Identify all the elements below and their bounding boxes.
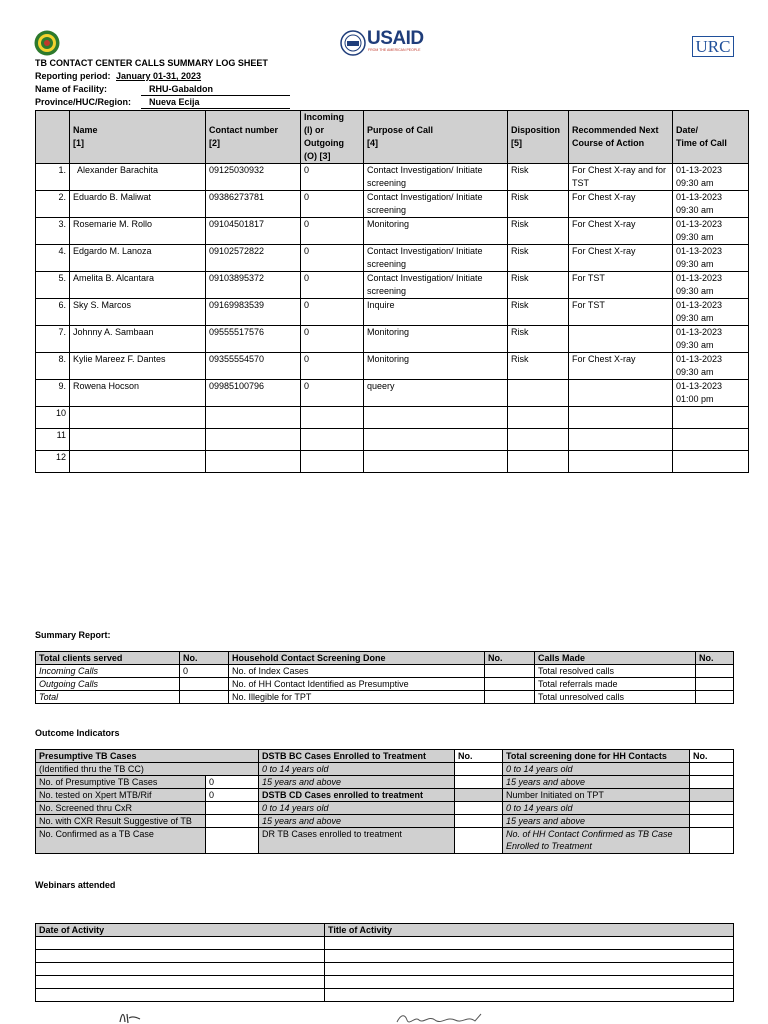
- presumptive-subtitle: (Identified thru the TB CC): [36, 763, 259, 776]
- log-contact-cell: 09555517576: [206, 326, 301, 353]
- log-empty-cell: [673, 451, 749, 473]
- log-io-cell: 0: [301, 353, 364, 380]
- presumptive-head: [36, 750, 259, 763]
- tpt-0-14-label: 0 to 14 years old: [503, 802, 690, 815]
- log-row-number: 2.: [36, 191, 70, 218]
- dstb-bc-0-14-value: [455, 763, 503, 776]
- table-row: [36, 789, 259, 802]
- log-row-number: 10: [36, 407, 70, 429]
- webinar-date-cell: [36, 963, 325, 976]
- illegible-tpt-value: [485, 691, 535, 704]
- facility-value-text: RHU-Gabaldon: [149, 84, 213, 94]
- hh-screening-total-table: [502, 749, 734, 854]
- log-col-purpose: Purpose of Call [4]: [364, 111, 508, 164]
- log-row-number: 3.: [36, 218, 70, 245]
- page-title: TB CONTACT CENTER CALLS SUMMARY LOG SHEET: [35, 58, 268, 68]
- log-empty-cell: [206, 407, 301, 429]
- table-row: [535, 665, 734, 678]
- log-empty-cell: [301, 407, 364, 429]
- table-row: [503, 763, 734, 776]
- total-clients-title: Total clients served: [36, 652, 180, 665]
- log-header-row: [36, 111, 749, 164]
- tpt-0-14-value: [690, 802, 734, 815]
- calls-made-head: [535, 652, 734, 665]
- cxr-suggestive-label: No. with CXR Result Suggestive of TB: [36, 815, 206, 828]
- log-contact-cell: 09386273781: [206, 191, 301, 218]
- table-row: [259, 802, 503, 815]
- usaid-wordmark: USAID: [367, 28, 424, 49]
- log-name-cell: Kylie Mareez F. Dantes: [70, 353, 206, 380]
- province-value-text: Nueva Ecija: [149, 97, 200, 107]
- outgoing-calls-label: Outgoing Calls: [36, 678, 180, 691]
- log-purpose-cell: Monitoring: [364, 326, 508, 353]
- log-contact-cell: 09169983539: [206, 299, 301, 326]
- hh-presumptive-label: No. of HH Contact Identified as Presumptive: [229, 678, 485, 691]
- presumptive-subhead: [36, 763, 259, 776]
- log-date-time-cell: 01-13-2023 09:30 am: [673, 299, 749, 326]
- log-disposition-cell: Risk: [508, 299, 569, 326]
- total-value: [180, 691, 229, 704]
- usaid-logo: [340, 28, 430, 58]
- hh-screening-title: Household Contact Screening Done: [229, 652, 485, 665]
- signature-right: [395, 1012, 485, 1024]
- table-row: [36, 815, 259, 828]
- webinar-title-cell: [325, 950, 734, 963]
- log-row-number: 1.: [36, 164, 70, 191]
- table-row: [36, 828, 259, 854]
- calls-made-no: No.: [696, 652, 734, 665]
- log-name-cell: Eduardo B. Maliwat: [70, 191, 206, 218]
- log-date-time-cell: 01-13-2023 09:30 am: [673, 164, 749, 191]
- log-empty-cell: [673, 429, 749, 451]
- webinar-title-cell: [325, 976, 734, 989]
- log-empty-cell: [364, 451, 508, 473]
- log-next-action-cell: For TST: [569, 299, 673, 326]
- table-row: [36, 989, 734, 1002]
- webinar-date-cell: [36, 976, 325, 989]
- cxr-screened-value: [206, 802, 259, 815]
- log-io-cell: 0: [301, 218, 364, 245]
- table-row: [36, 691, 229, 704]
- log-date-time-cell: 01-13-2023 09:30 am: [673, 245, 749, 272]
- log-body: [36, 164, 749, 473]
- reporting-period-label: Reporting period:: [35, 71, 111, 81]
- presumptive-cases-label: No. of Presumptive TB Cases: [36, 776, 206, 789]
- confirmed-tb-label: No. Confirmed as a TB Case: [36, 828, 206, 854]
- log-next-action-cell: [569, 326, 673, 353]
- log-name-cell: Rosemarie M. Rollo: [70, 218, 206, 245]
- province-label: Province/HUC/Region:: [35, 97, 132, 107]
- table-row: [503, 789, 734, 802]
- table-row: [36, 407, 749, 429]
- log-purpose-cell: queery: [364, 380, 508, 407]
- log-next-action-cell: For TST: [569, 272, 673, 299]
- log-next-action-cell: [569, 380, 673, 407]
- presumptive-cases-value: 0: [206, 776, 259, 789]
- unresolved-calls-label: Total unresolved calls: [535, 691, 696, 704]
- incoming-calls-label: Incoming Calls: [36, 665, 180, 678]
- webinar-title-cell: [325, 937, 734, 950]
- log-next-action-cell: For Chest X-ray: [569, 353, 673, 380]
- hh-15-label: 15 years and above: [503, 776, 690, 789]
- webinars-heading: Webinars attended: [35, 880, 116, 890]
- table-row: [535, 691, 734, 704]
- table-row: [36, 245, 749, 272]
- outcome-heading: Outcome Indicators: [35, 728, 120, 738]
- table-row: [36, 678, 229, 691]
- log-io-cell: 0: [301, 245, 364, 272]
- table-row: [36, 429, 749, 451]
- resolved-calls-label: Total resolved calls: [535, 665, 696, 678]
- log-empty-cell: [206, 429, 301, 451]
- facility-label: Name of Facility:: [35, 84, 108, 94]
- total-clients-head: [36, 652, 229, 665]
- table-row: [36, 665, 229, 678]
- log-empty-cell: [70, 429, 206, 451]
- log-empty-cell: [508, 429, 569, 451]
- table-row: [36, 326, 749, 353]
- log-io-cell: 0: [301, 326, 364, 353]
- dstb-cd-0-14-value: [455, 802, 503, 815]
- referrals-label: Total referrals made: [535, 678, 696, 691]
- log-empty-cell: [301, 451, 364, 473]
- log-empty-cell: [70, 407, 206, 429]
- log-col-name: Name [1]: [70, 111, 206, 164]
- tpt-15-label: 15 years and above: [503, 815, 690, 828]
- dstb-bc-15-value: [455, 776, 503, 789]
- hh-15-value: [690, 776, 734, 789]
- webinars-head: [36, 924, 734, 937]
- call-log-table: [35, 110, 749, 473]
- webinar-date-cell: [36, 937, 325, 950]
- log-contact-cell: 09104501817: [206, 218, 301, 245]
- hh-0-14-label: 0 to 14 years old: [503, 763, 690, 776]
- resolved-calls-value: [696, 665, 734, 678]
- table-row: [36, 380, 749, 407]
- log-contact-cell: 09125030932: [206, 164, 301, 191]
- hh-total-title: Total screening done for HH Contacts: [503, 750, 690, 763]
- table-row: [36, 164, 749, 191]
- dstb-cd-value: [455, 789, 503, 802]
- log-next-action-cell: For Chest X-ray and for TST: [569, 164, 673, 191]
- table-row: [259, 776, 503, 789]
- hh-screening-table: [228, 651, 535, 704]
- table-row: [36, 776, 259, 789]
- index-cases-label: No. of Index Cases: [229, 665, 485, 678]
- dstb-no: No.: [455, 750, 503, 763]
- cxr-suggestive-value: [206, 815, 259, 828]
- log-io-cell: 0: [301, 380, 364, 407]
- log-row-number: 12: [36, 451, 70, 473]
- tpt-initiated-value: [690, 789, 734, 802]
- log-next-action-cell: For Chest X-ray: [569, 191, 673, 218]
- log-contact-cell: 09985100796: [206, 380, 301, 407]
- log-row-number: 9.: [36, 380, 70, 407]
- hh-screening-head: [229, 652, 535, 665]
- table-row: [36, 272, 749, 299]
- log-empty-cell: [569, 407, 673, 429]
- calls-made-table: [534, 651, 734, 704]
- dstb-table: [258, 749, 503, 854]
- dstb-cd-title: DSTB CD Cases enrolled to treatment: [259, 789, 455, 802]
- log-name-cell: Alexander Barachita: [70, 164, 206, 191]
- log-purpose-cell: Contact Investigation/ Initiate screening: [364, 272, 508, 299]
- log-col-io: Incoming (I) or Outgoing (O) [3]: [301, 111, 364, 164]
- table-row: [36, 299, 749, 326]
- log-empty-cell: [508, 407, 569, 429]
- log-disposition-cell: Risk: [508, 164, 569, 191]
- log-disposition-cell: Risk: [508, 272, 569, 299]
- tpt-initiated-label: Number Initiated on TPT: [503, 789, 690, 802]
- table-row: [36, 937, 734, 950]
- log-purpose-cell: Contact Investigation/ Initiate screening: [364, 191, 508, 218]
- log-name-cell: Edgardo M. Lanoza: [70, 245, 206, 272]
- province-value: [141, 96, 290, 109]
- index-cases-value: [485, 665, 535, 678]
- log-empty-cell: [301, 429, 364, 451]
- incoming-calls-value: 0: [180, 665, 229, 678]
- confirmed-tb-value: [206, 828, 259, 854]
- log-disposition-cell: Risk: [508, 218, 569, 245]
- hh-confirmed-label: No. of HH Contact Confirmed as TB Case Enrolled to Treatment: [503, 828, 690, 854]
- log-name-cell: Amelita B. Alcantara: [70, 272, 206, 299]
- presumptive-table: [35, 749, 259, 854]
- summary-heading: Summary Report:: [35, 630, 111, 640]
- log-empty-cell: [569, 451, 673, 473]
- log-io-cell: 0: [301, 191, 364, 218]
- log-row-number: 6.: [36, 299, 70, 326]
- log-contact-cell: 09102572822: [206, 245, 301, 272]
- hh-total-no: No.: [690, 750, 734, 763]
- dstb-cd-15-value: [455, 815, 503, 828]
- log-empty-cell: [364, 429, 508, 451]
- log-col-next-action: Recommended Next Course of Action: [569, 111, 673, 164]
- webinar-date-cell: [36, 989, 325, 1002]
- calls-made-title: Calls Made: [535, 652, 696, 665]
- drtb-label: DR TB Cases enrolled to treatment: [259, 828, 455, 854]
- xpert-tested-value: 0: [206, 789, 259, 802]
- log-disposition-cell: Risk: [508, 191, 569, 218]
- log-empty-cell: [569, 429, 673, 451]
- log-row-number: 11: [36, 429, 70, 451]
- log-date-time-cell: 01-13-2023 09:30 am: [673, 353, 749, 380]
- dstb-head: [259, 750, 503, 763]
- log-io-cell: 0: [301, 164, 364, 191]
- log-empty-cell: [364, 407, 508, 429]
- table-row: [36, 802, 259, 815]
- tpt-15-value: [690, 815, 734, 828]
- log-purpose-cell: Contact Investigation/ Initiate screening: [364, 164, 508, 191]
- signature-left: [118, 1010, 158, 1024]
- log-disposition-cell: Risk: [508, 245, 569, 272]
- log-col-date-time: Date/ Time of Call: [673, 111, 749, 164]
- webinar-title-header: Title of Activity: [325, 924, 734, 937]
- total-clients-table: [35, 651, 229, 704]
- log-contact-cell: 09355554570: [206, 353, 301, 380]
- dstb-bc-0-14-label: 0 to 14 years old: [259, 763, 455, 776]
- table-row: [503, 776, 734, 789]
- log-date-time-cell: 01-13-2023 09:30 am: [673, 326, 749, 353]
- webinar-date-cell: [36, 950, 325, 963]
- table-row: [229, 665, 535, 678]
- log-io-cell: 0: [301, 272, 364, 299]
- log-col-disposition: Disposition [5]: [508, 111, 569, 164]
- table-row: [259, 789, 503, 802]
- table-row: [259, 815, 503, 828]
- log-row-number: 7.: [36, 326, 70, 353]
- table-row: [36, 353, 749, 380]
- table-row: [229, 691, 535, 704]
- table-row: [503, 802, 734, 815]
- table-row: [36, 976, 734, 989]
- xpert-tested-label: No. tested on Xpert MTB/Rif: [36, 789, 206, 802]
- usaid-tagline: FROM THE AMERICAN PEOPLE: [368, 48, 421, 52]
- table-row: [259, 828, 503, 854]
- log-col-contact: Contact number [2]: [206, 111, 301, 164]
- dstb-cd-0-14-label: 0 to 14 years old: [259, 802, 455, 815]
- log-name-cell: Rowena Hocson: [70, 380, 206, 407]
- log-purpose-cell: Monitoring: [364, 353, 508, 380]
- dstb-cd-15-label: 15 years and above: [259, 815, 455, 828]
- cxr-screened-label: No. Screened thru CxR: [36, 802, 206, 815]
- log-empty-cell: [206, 451, 301, 473]
- urc-logo: [692, 36, 734, 57]
- webinar-title-cell: [325, 989, 734, 1002]
- seal-logo: [34, 30, 60, 56]
- table-row: [36, 963, 734, 976]
- table-row: [503, 828, 734, 854]
- hh-total-head: [503, 750, 734, 763]
- log-empty-cell: [673, 407, 749, 429]
- hh-confirmed-value: [690, 828, 734, 854]
- log-disposition-cell: Risk: [508, 353, 569, 380]
- log-date-time-cell: 01-13-2023 09:30 am: [673, 191, 749, 218]
- log-row-number: 4.: [36, 245, 70, 272]
- webinar-title-cell: [325, 963, 734, 976]
- log-date-time-cell: 01-13-2023 01:00 pm: [673, 380, 749, 407]
- presumptive-title: Presumptive TB Cases: [36, 750, 259, 763]
- log-io-cell: 0: [301, 299, 364, 326]
- log-name-cell: Sky S. Marcos: [70, 299, 206, 326]
- log-next-action-cell: For Chest X-ray: [569, 218, 673, 245]
- table-row: [36, 950, 734, 963]
- unresolved-calls-value: [696, 691, 734, 704]
- table-row: [229, 678, 535, 691]
- hh-presumptive-value: [485, 678, 535, 691]
- total-clients-no: No.: [180, 652, 229, 665]
- table-row: [503, 815, 734, 828]
- urc-wordmark: URC: [695, 37, 731, 56]
- hh-0-14-value: [690, 763, 734, 776]
- log-empty-cell: [508, 451, 569, 473]
- log-contact-cell: 09103895372: [206, 272, 301, 299]
- log-date-time-cell: 01-13-2023 09:30 am: [673, 272, 749, 299]
- referrals-value: [696, 678, 734, 691]
- log-date-time-cell: 01-13-2023 09:30 am: [673, 218, 749, 245]
- log-purpose-cell: Monitoring: [364, 218, 508, 245]
- log-disposition-cell: Risk: [508, 326, 569, 353]
- log-row-number: 5.: [36, 272, 70, 299]
- log-purpose-cell: Contact Investigation/ Initiate screening: [364, 245, 508, 272]
- log-next-action-cell: For Chest X-ray: [569, 245, 673, 272]
- table-row: [259, 763, 503, 776]
- log-empty-cell: [70, 451, 206, 473]
- log-name-cell: Johnny A. Sambaan: [70, 326, 206, 353]
- webinar-date-header: Date of Activity: [36, 924, 325, 937]
- reporting-period-value: January 01-31, 2023: [116, 71, 202, 81]
- table-row: [535, 678, 734, 691]
- log-disposition-cell: [508, 380, 569, 407]
- facility-value: [141, 83, 290, 96]
- drtb-value: [455, 828, 503, 854]
- outgoing-calls-value: [180, 678, 229, 691]
- total-label: Total: [36, 691, 180, 704]
- log-purpose-cell: Inquire: [364, 299, 508, 326]
- webinars-table: [35, 923, 734, 1002]
- log-row-number: 8.: [36, 353, 70, 380]
- log-col-number: [36, 111, 70, 164]
- table-row: [36, 218, 749, 245]
- dstb-bc-title: DSTB BC Cases Enrolled to Treatment: [259, 750, 455, 763]
- dstb-bc-15-label: 15 years and above: [259, 776, 455, 789]
- illegible-tpt-label: No. Illegible for TPT: [229, 691, 485, 704]
- hh-screening-no: No.: [485, 652, 535, 665]
- table-row: [36, 451, 749, 473]
- table-row: [36, 191, 749, 218]
